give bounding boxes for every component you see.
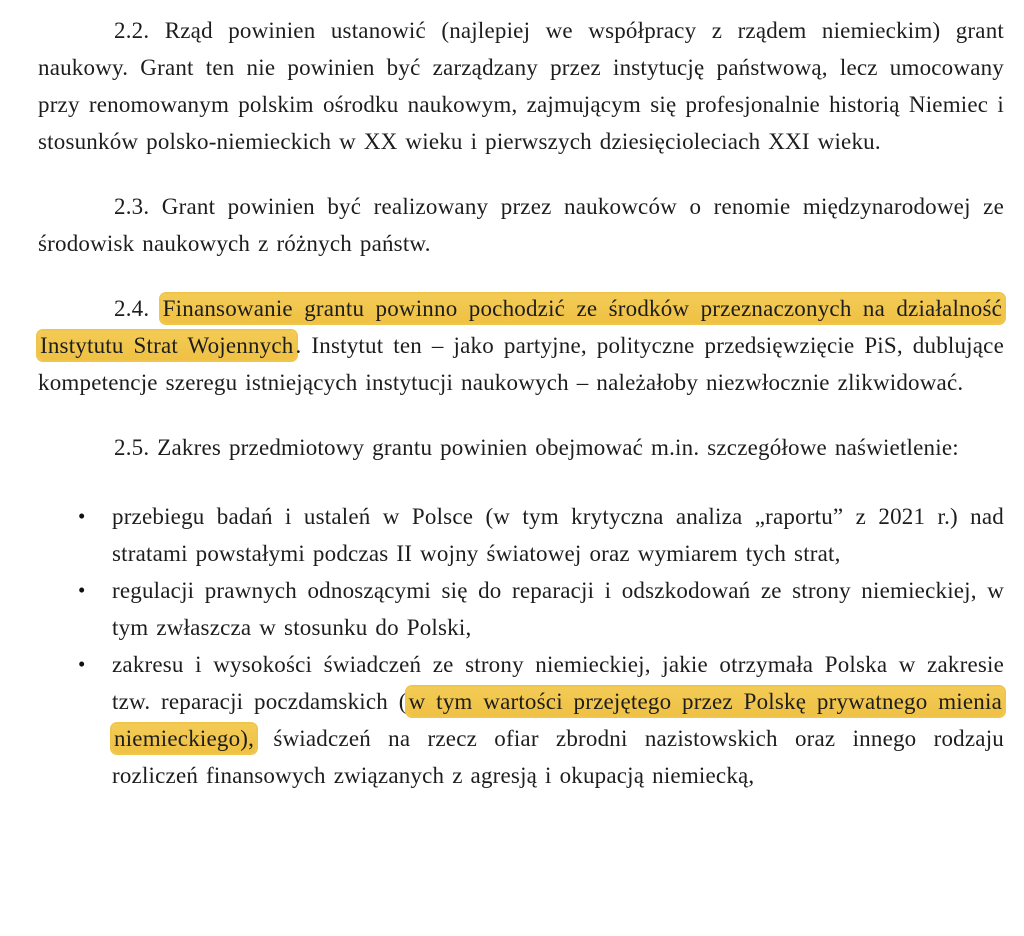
bullet-icon: • (78, 504, 86, 528)
document-content (38, 12, 1004, 794)
paragraph-2-2 (38, 12, 1004, 160)
bullet-item-text (112, 572, 1004, 646)
bullet-item-1 (38, 498, 1004, 572)
highlight-span: w tym wartości przejętego przez Polskę prywatnego mienia niemieckiego), (114, 689, 1002, 751)
text-span: zakresu i wysokości świadczeń ze strony niemieckiej, jakie otrzymała Polska w zakresie tzw. reparacji poczdamskich ( (112, 652, 1004, 714)
bullet-item-text (112, 498, 1004, 572)
bullet-item-3 (38, 646, 1004, 794)
bullet-item-2 (38, 572, 1004, 646)
text-span: 2.2. Rząd powinien ustanowić (najlepiej we współpracy z rządem niemieckim) grant naukowy. Grant ten nie powinien być zarządzany przez instytucję państwową, lecz umocowany przy renomowanym polskim ośrodku naukowym, zajmującym się profesjonalnie historią Niemiec i stosunków polsko-niemieckich w XX wieku i pierwszych dziesięcioleciach XXI wieku. (38, 18, 1004, 154)
text-span: . Instytut ten – jako partyjne, polityczne przedsięwzięcie PiS, dublujące kompetencje szeregu istniejących instytucji naukowych – należałoby niezwłocznie zlikwidować. (38, 333, 1004, 395)
bullet-list (38, 498, 1004, 794)
bullet-icon: • (78, 652, 86, 676)
bullet-item-text (112, 646, 1004, 794)
paragraph-2-3 (38, 188, 1004, 262)
text-span: świadczeń na rzecz ofiar zbrodni nazistowskich oraz innego rodzaju rozliczeń finansowych związanych z agresją i okupacją niemiecką, (112, 726, 1004, 788)
bullet-icon: • (78, 578, 86, 602)
text-span: 2.3. Grant powinien być realizowany przez naukowców o renomie międzynarodowej ze środowisk naukowych z różnych państw. (38, 194, 1004, 256)
paragraph-2-5 (38, 429, 1004, 466)
paragraph-2-4 (38, 290, 1004, 401)
text-span: 2.5. Zakres przedmiotowy grantu powinien obejmować m.in. szczegółowe naświetlenie: (114, 435, 959, 460)
highlight-span: Finansowanie grantu powinno pochodzić ze środków przeznaczonych na działalność Instytutu Strat Wojennych (40, 296, 1002, 358)
text-span: przebiegu badań i ustaleń w Polsce (w tym krytyczna analiza „raportu” z 2021 r.) nad stratami powstałymi podczas II wojny światowej oraz wymiarem tych strat, (112, 504, 1004, 566)
text-span: regulacji prawnych odnoszącymi się do reparacji i odszkodowań ze strony niemieckiej, w tym zwłaszcza w stosunku do Polski, (112, 578, 1004, 640)
text-span: 2.4. (114, 296, 161, 321)
